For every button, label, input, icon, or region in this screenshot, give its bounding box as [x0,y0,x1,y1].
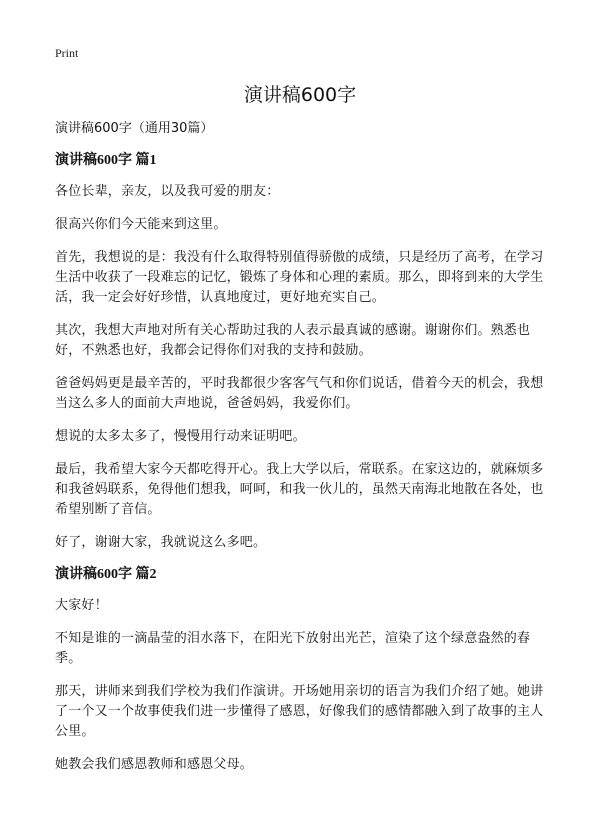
paragraph: 很高兴你们今天能来到这里。 [55,217,227,232]
paragraph: 好了，谢谢大家，我就说这么多吧。 [55,535,267,550]
section-1 [55,152,550,553]
paragraph: 最后，我希望大家今天都吃得开心。我上大学以后，常联系。在家这边的，就麻烦多和我爸妈联系，免得他们想我，呵呵，和我一伙儿的，虽然天南海北地散在各处，也希望别断了音信。 [55,462,544,517]
section-heading: 演讲稿600字 篇2 [55,567,157,582]
paragraph: 那天，讲师来到我们学校为我们作演讲。开场她用亲切的语言为我们介绍了她。她讲了一个又一个故事使我们进一步懂得了感恩，好像我们的感情都融入到了故事的主人公里。 [55,684,544,739]
paragraph: 各位长辈，亲友，以及我可爱的朋友： [55,184,280,199]
page-title: 演讲稿600字 [243,84,357,106]
section-heading: 演讲稿600字 篇1 [55,153,157,168]
article-subtitle: 演讲稿600字（通用30篇） [55,121,214,136]
section-2 [55,566,550,775]
paragraph: 大家好！ [55,598,108,613]
paragraph: 想说的太多太多了，慢慢用行动来证明吧。 [55,429,306,444]
print-link[interactable]: Print [55,46,79,60]
paragraph: 她教会我们感恩教师和感恩父母。 [55,757,254,772]
article-content [55,120,550,788]
paragraph: 首先，我想说的是：我没有什么取得特别值得骄傲的成绩，只是经历了高考，在学习生活中收获了一段难忘的记忆，锻炼了身体和心理的素质。那么，即将到来的大学生活，我一定会好好珍惜，认真地度过，更好地充实自己。 [55,250,544,305]
paragraph: 其次，我想大声地对所有关心帮助过我的人表示最真诚的感谢。谢谢你们。熟悉也好，不熟悉也好，我都会记得你们对我的支持和鼓励。 [55,323,531,358]
paragraph: 爸爸妈妈更是最辛苦的，平时我都很少客客气气和你们说话，借着今天的机会，我想当这么多人的面前大声地说，爸爸妈妈，我爱你们。 [55,376,544,411]
paragraph: 不知是谁的一滴晶莹的泪水落下，在阳光下放射出光芒，渲染了这个绿意盎然的春季。 [55,631,531,666]
